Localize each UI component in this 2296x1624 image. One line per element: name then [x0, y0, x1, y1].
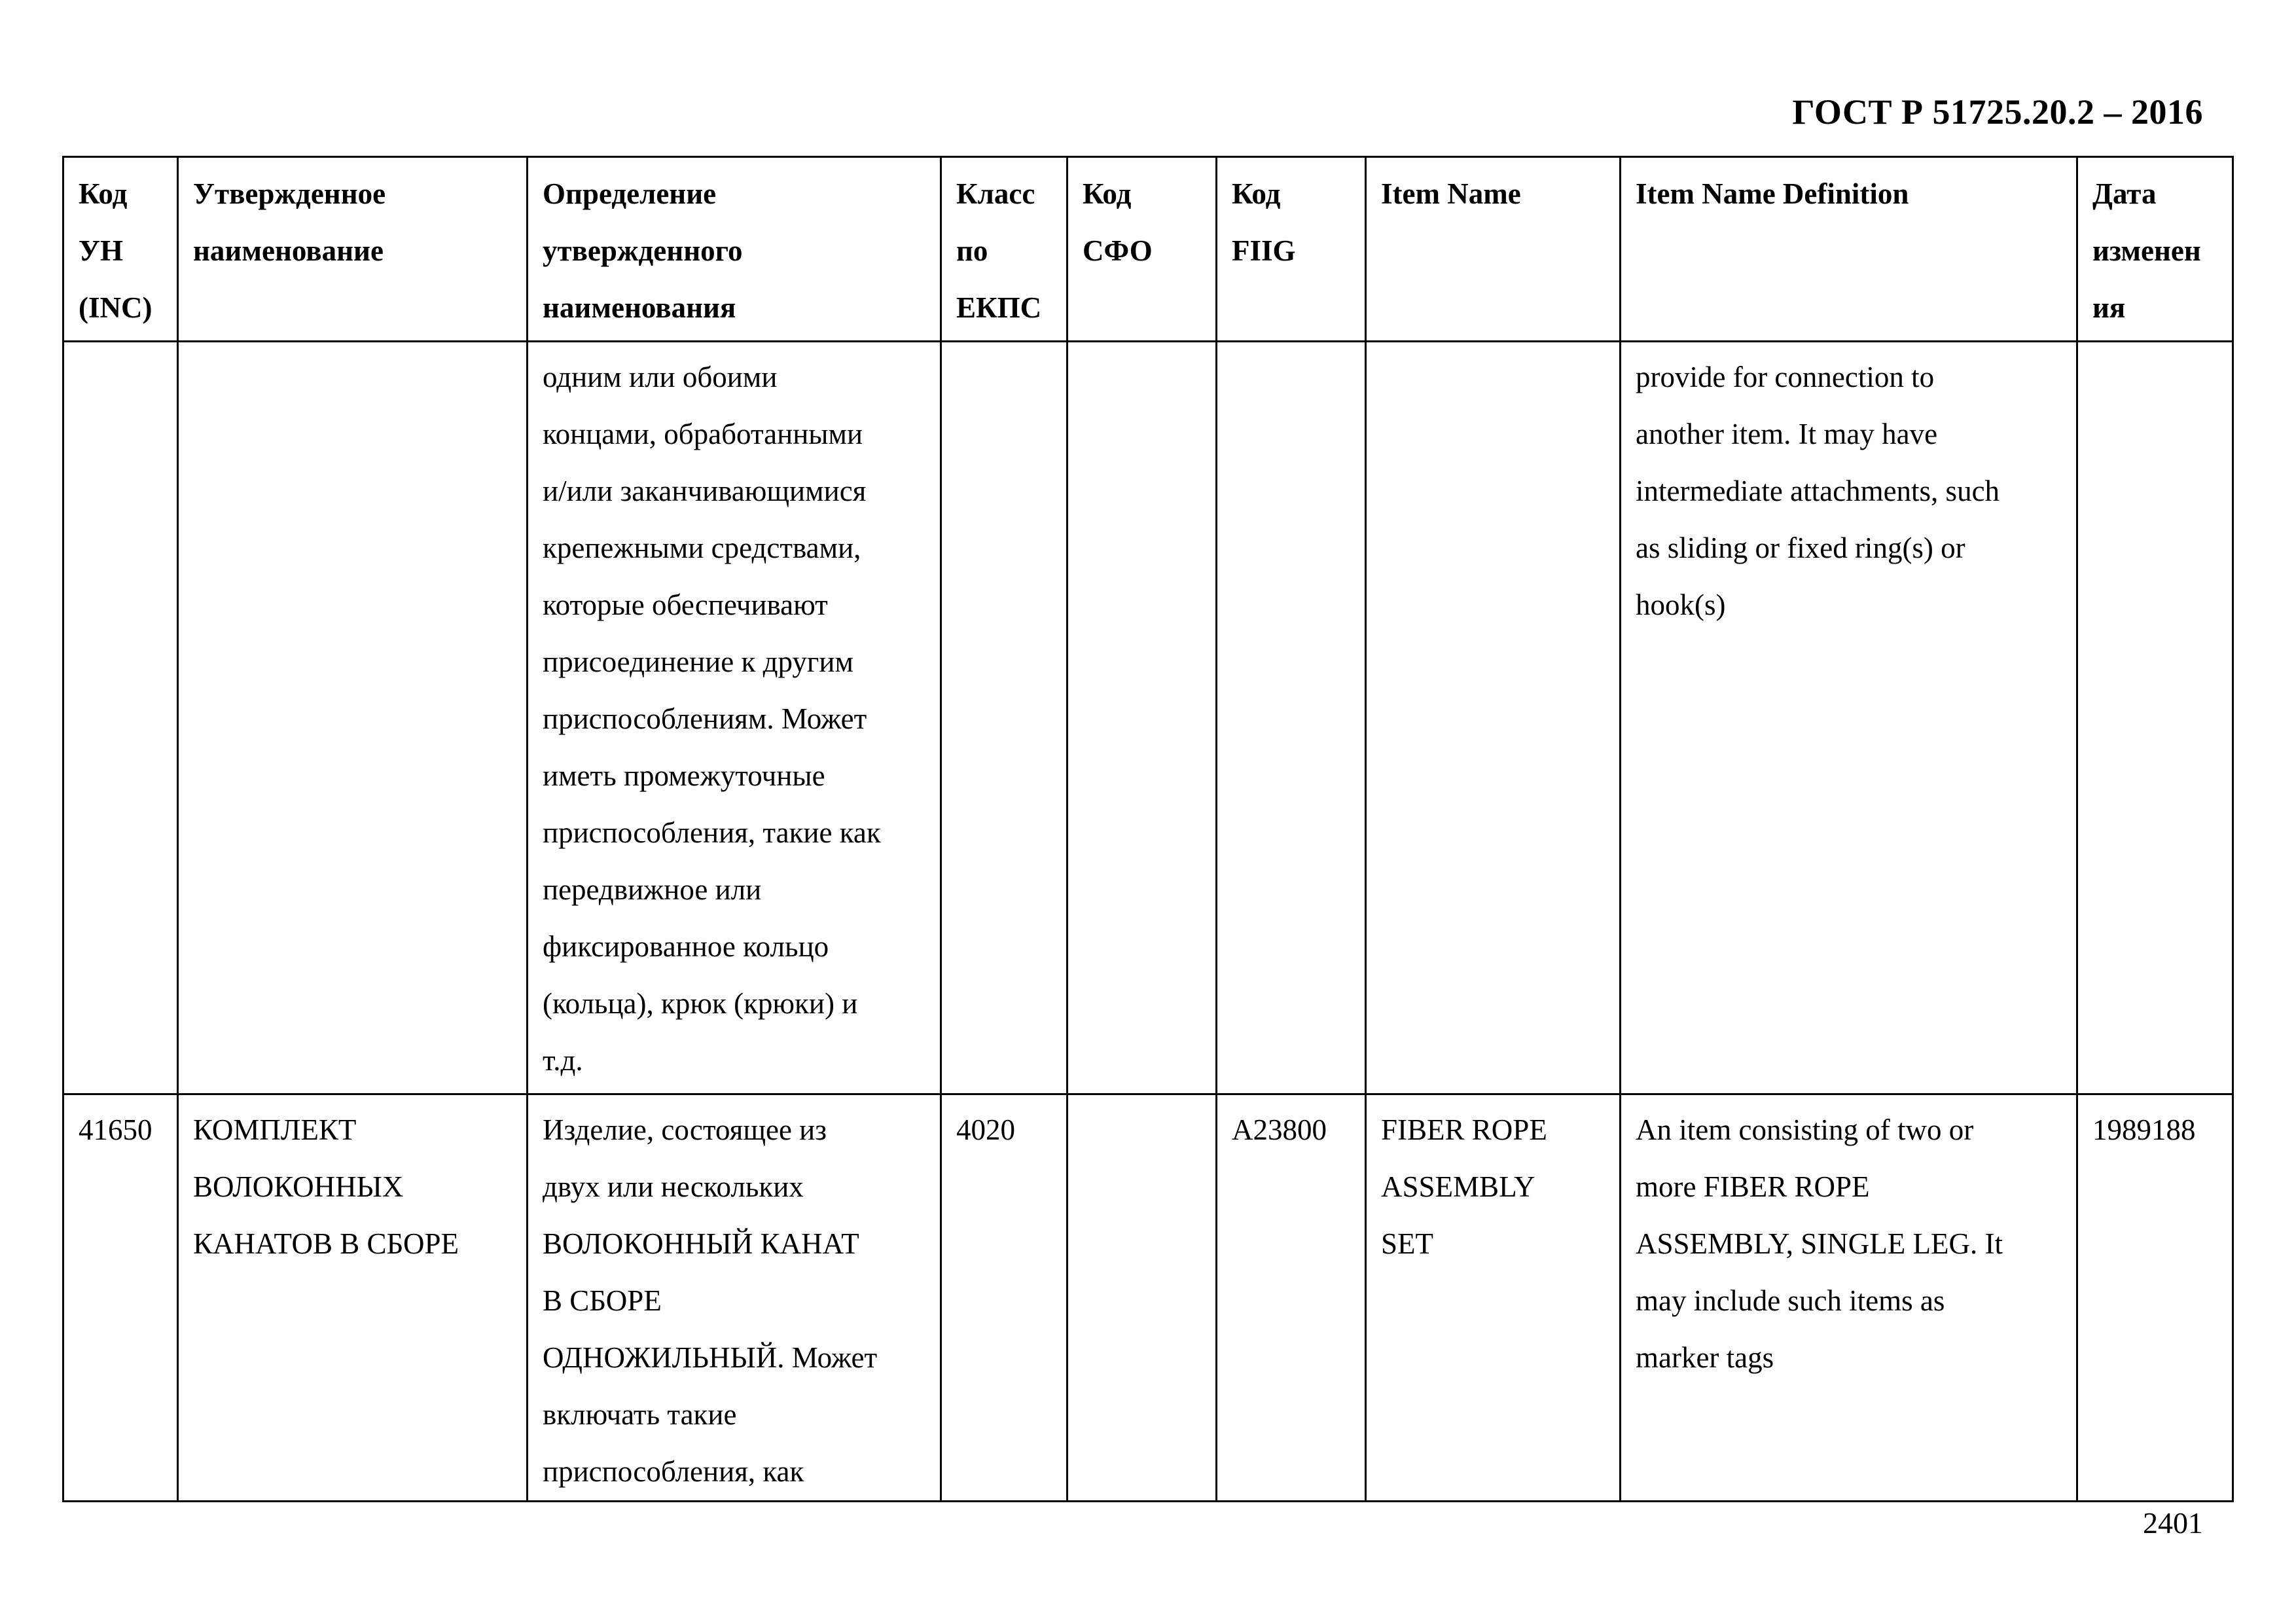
- table-row: [63, 1094, 2233, 1502]
- col-header-sfo: Код СФО: [1067, 157, 1217, 342]
- cell-sfo: [1067, 342, 1217, 1094]
- col-header-item-name-definition: Item Name Definition: [1621, 157, 2077, 342]
- cell-item-name: FIBER ROPE ASSEMBLY SET: [1366, 1094, 1621, 1502]
- col-header-fiig: Код FIIG: [1217, 157, 1366, 342]
- col-header-item-name: Item Name: [1366, 157, 1621, 342]
- cell-fiig: A23800: [1217, 1094, 1366, 1502]
- cell-approved-name: КОМПЛЕКТ ВОЛОКОННЫХ КАНАТОВ В СБОРЕ: [178, 1094, 528, 1502]
- cell-class: [941, 342, 1067, 1094]
- cell-fiig: [1217, 342, 1366, 1094]
- cell-class: 4020: [941, 1094, 1067, 1502]
- col-header-date: Дата изменен ия: [2077, 157, 2233, 342]
- cell-sfo: [1067, 1094, 1217, 1502]
- col-header-approved-name: Утвержденное наименование: [178, 157, 528, 342]
- col-header-class: Класс по ЕКПС: [941, 157, 1067, 342]
- cell-item-name: [1366, 342, 1621, 1094]
- cell-approved-name: [178, 342, 528, 1094]
- cell-definition: Изделие, состоящее из двух или нескольких ВОЛОКОННЫЙ КАНАТ В СБОРЕ ОДНОЖИЛЬНЫЙ. Может включать такие приспособления, как: [528, 1094, 941, 1502]
- page-number: 2401: [2143, 1506, 2203, 1540]
- cell-item-name-definition: An item consisting of two or more FIBER ROPE ASSEMBLY, SINGLE LEG. It may include such items as marker tags: [1621, 1094, 2077, 1502]
- cell-item-name-definition: provide for connection to another item. It may have intermediate attachments, such as sliding or fixed ring(s) or hook(s): [1621, 342, 2077, 1094]
- cell-inc: 41650: [63, 1094, 178, 1502]
- cell-inc: [63, 342, 178, 1094]
- col-header-definition: Определение утвержденного наименования: [528, 157, 941, 342]
- cell-definition: одним или обоими концами, обработанными и/или заканчивающимися крепежными средствами, которые обеспечивают присоединение к другим приспособлениям. Может иметь промежуточные приспособления, такие как передвижное или фиксированное кольцо (кольца), крюк (крюки) и т.д.: [528, 342, 941, 1094]
- col-header-inc: Код УН (INC): [63, 157, 178, 342]
- document-header: ГОСТ Р 51725.20.2 – 2016: [1792, 92, 2203, 132]
- cell-date: 1989188: [2077, 1094, 2233, 1502]
- table-header-row: [63, 157, 2233, 342]
- cell-date: [2077, 342, 2233, 1094]
- gost-table: [62, 156, 2234, 1502]
- table-row: [63, 342, 2233, 1094]
